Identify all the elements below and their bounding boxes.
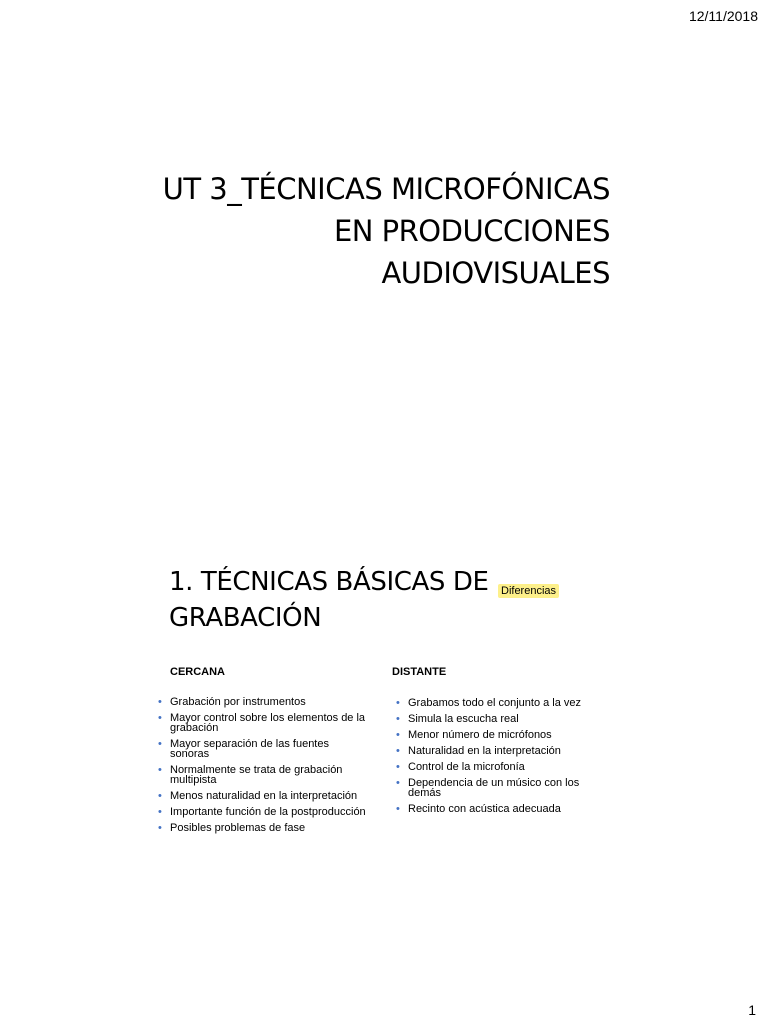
list-item xyxy=(158,739,368,759)
cercana-list xyxy=(158,697,368,839)
list-item-text: Menor número de micrófonos xyxy=(408,729,552,741)
slide-2-heading-line: 1. TÉCNICAS BÁSICAS DE xyxy=(169,567,489,597)
bullet-icon: • xyxy=(158,806,162,818)
list-item-text: Control de la microfonía xyxy=(408,761,525,773)
bullet-icon: • xyxy=(396,761,400,773)
list-item-text: Grabación por instrumentos xyxy=(170,696,306,708)
bullet-icon: • xyxy=(158,712,162,724)
page-number: 1 xyxy=(748,1002,756,1018)
list-item-text: Menos naturalidad en la interpretación xyxy=(170,790,358,802)
highlight-note[interactable]: Diferencias xyxy=(498,584,559,598)
slide-1-title xyxy=(150,168,610,294)
list-item-text: Mayor separación de las fuentes sonoras xyxy=(170,738,329,760)
bullet-icon: • xyxy=(158,738,162,750)
list-item xyxy=(396,730,606,740)
list-item-text: Importante función de la postproducción xyxy=(170,806,366,818)
list-item xyxy=(396,762,606,772)
bullet-icon: • xyxy=(158,822,162,834)
slide-1-title-line: EN PRODUCCIONES xyxy=(333,214,610,248)
bullet-icon: • xyxy=(158,790,162,802)
list-item xyxy=(396,698,606,708)
list-item-text: Posibles problemas de fase xyxy=(170,822,306,834)
list-item-text: Naturalidad en la interpretación xyxy=(408,745,561,757)
bullet-icon: • xyxy=(396,777,400,789)
bullet-icon: • xyxy=(396,745,400,757)
bullet-icon: • xyxy=(158,696,162,708)
list-item xyxy=(158,713,368,733)
list-item xyxy=(396,778,606,798)
slide-1-title-line: AUDIOVISUALES xyxy=(381,256,610,290)
list-item-text: Normalmente se trata de grabación multipista xyxy=(170,764,343,786)
bullet-icon: • xyxy=(396,729,400,741)
list-item xyxy=(158,697,368,707)
list-item-text: Mayor control sobre los elementos de la grabación xyxy=(170,712,366,734)
list-item xyxy=(396,746,606,756)
bullet-icon: • xyxy=(396,697,400,709)
list-item-text: Dependencia de un músico con los demás xyxy=(408,777,580,799)
slide-2-heading xyxy=(169,564,489,636)
column-header-distante: DISTANTE xyxy=(392,666,447,678)
list-item xyxy=(396,714,606,724)
date-label: 12/11/2018 xyxy=(688,8,758,24)
bullet-icon: • xyxy=(396,713,400,725)
bullet-icon: • xyxy=(396,803,400,815)
list-item xyxy=(158,823,368,833)
list-item-text: Grabamos todo el conjunto a la vez xyxy=(408,697,582,709)
slide-1-title-line: UT 3_TÉCNICAS MICROFÓNICAS xyxy=(162,172,610,206)
bullet-icon: • xyxy=(158,764,162,776)
list-item xyxy=(158,765,368,785)
list-item xyxy=(158,791,368,801)
column-header-cercana: CERCANA xyxy=(170,666,225,678)
list-item-text: Recinto con acústica adecuada xyxy=(408,803,561,815)
distante-list xyxy=(396,698,606,820)
list-item-text: Simula la escucha real xyxy=(408,713,519,725)
list-item xyxy=(158,807,368,817)
slide-2-heading-line: GRABACIÓN xyxy=(169,603,322,633)
list-item xyxy=(396,804,606,814)
